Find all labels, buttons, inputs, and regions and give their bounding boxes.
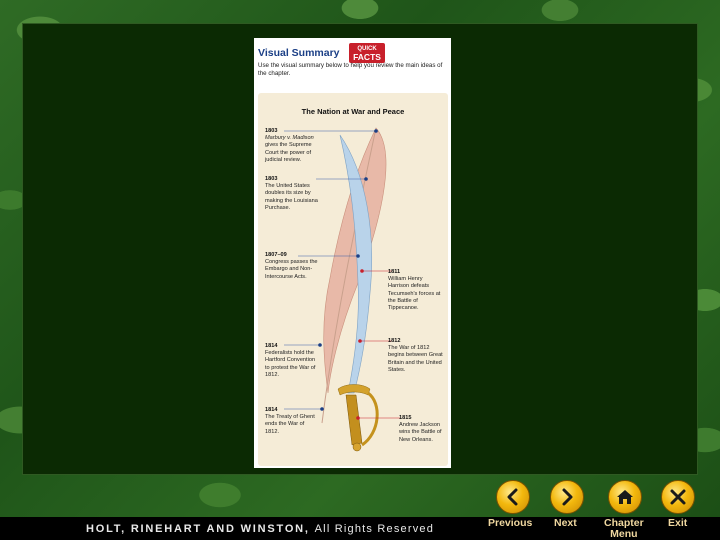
textbook-page <box>254 38 451 468</box>
marker-1815 <box>356 416 360 420</box>
event-text: William Henry Harrison defeats Tecumseh's forces at the Battle of Tippecanoe. <box>388 276 441 312</box>
event-1815-new-orleans <box>399 415 447 444</box>
sword-knuckle-bow <box>362 393 377 445</box>
event-1803-marbury <box>265 128 323 164</box>
home-icon <box>615 487 635 507</box>
timeline-graphic <box>258 93 448 466</box>
next-button[interactable] <box>550 480 584 514</box>
visual-summary-instructions: Use the visual summary below to help you review the main ideas of the chapter. <box>258 62 443 77</box>
event-year: 1811 <box>388 269 401 275</box>
graphic-title: The Nation at War and Peace <box>301 107 405 116</box>
publisher-credit <box>86 523 434 535</box>
rights-text: All Rights Reserved <box>314 523 435 535</box>
publisher-name: HOLT, RINEHART AND WINSTON, <box>86 523 310 535</box>
event-text: The War of 1812 begins between Great Britain and the United States. <box>388 345 443 373</box>
event-text: The Treaty of Ghent ends the War of 1812. <box>265 414 315 435</box>
exit-label[interactable]: Exit <box>668 517 688 529</box>
event-text: gives the Supreme Court the power of judicial review. <box>265 142 312 163</box>
sword-grip <box>346 395 362 445</box>
event-1814-hartford <box>265 343 317 379</box>
event-text: Federalists hold the Hartford Convention to protest the War of 1812. <box>265 350 316 378</box>
chevron-left-icon <box>503 487 523 507</box>
sword-guard <box>338 385 370 396</box>
event-text: Andrew Jackson wins the Battle of New Orleans. <box>399 422 442 443</box>
chapter-menu-label-line2: Menu <box>610 528 638 540</box>
marker-1807 <box>356 254 360 258</box>
marker-1814a <box>318 343 322 347</box>
chapter-menu-label[interactable] <box>604 518 644 540</box>
event-year: 1807–09 <box>265 252 287 258</box>
chapter-menu-label-line1: Chapter <box>604 517 644 529</box>
chevron-right-icon <box>557 487 577 507</box>
close-icon <box>668 487 688 507</box>
event-1811-tippecanoe <box>388 269 444 312</box>
event-year: 1803 <box>265 176 278 182</box>
next-label[interactable]: Next <box>554 517 577 529</box>
event-text: Congress passes the Embargo and Non-Intercourse Acts. <box>265 259 318 280</box>
event-year: 1815 <box>399 415 412 421</box>
previous-label[interactable]: Previous <box>488 517 533 529</box>
previous-button[interactable] <box>496 480 530 514</box>
marker-1811 <box>360 269 364 273</box>
event-year: 1814 <box>265 343 278 349</box>
event-1807-embargo <box>265 252 321 281</box>
event-1814-ghent <box>265 407 319 436</box>
visual-summary-title: Visual Summary <box>258 47 340 59</box>
event-1803-louisiana <box>265 176 321 212</box>
marker-1803b <box>364 177 368 181</box>
quick-facts-badge-line2: FACTS <box>353 52 381 62</box>
marker-1812 <box>358 339 362 343</box>
chapter-menu-button[interactable] <box>608 480 642 514</box>
quick-facts-badge <box>349 43 385 63</box>
event-italic-text: Marbury v. Madison <box>265 135 314 142</box>
event-text: The United States doubles its size by making the Louisiana Purchase. <box>265 183 318 211</box>
event-year: 1803 <box>265 128 278 134</box>
quick-facts-badge-line1: QUICK <box>357 46 377 52</box>
event-year: 1814 <box>265 407 278 413</box>
event-1812-war-begins <box>388 338 444 374</box>
marker-1803a <box>374 129 378 133</box>
event-year: 1812 <box>388 338 401 344</box>
exit-button[interactable] <box>661 480 695 514</box>
sword-pommel <box>353 443 361 451</box>
marker-1814b <box>320 407 324 411</box>
